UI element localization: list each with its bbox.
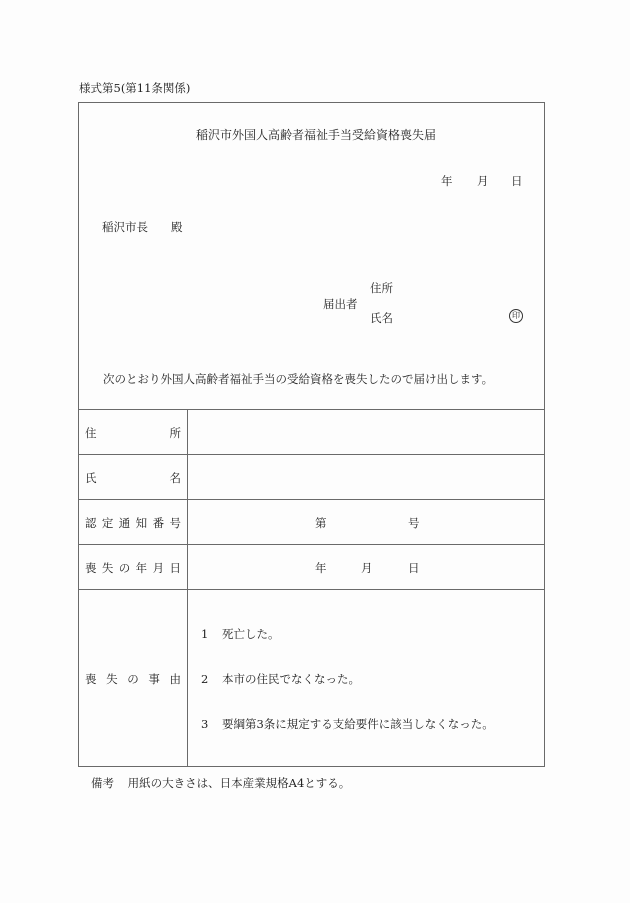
loss-date-year: 年 bbox=[315, 561, 327, 575]
label-char: 住 bbox=[85, 426, 97, 440]
note bbox=[91, 775, 350, 791]
label-char: 喪 bbox=[85, 561, 97, 575]
reason-row-label bbox=[85, 671, 181, 687]
label-char: 由 bbox=[169, 672, 181, 686]
loss-date-month: 月 bbox=[361, 561, 373, 575]
reason-option-1[interactable] bbox=[201, 626, 279, 642]
address-row-label bbox=[85, 425, 181, 441]
label-char: 喪 bbox=[85, 672, 97, 686]
form-title: 稲沢市外国人高齢者福祉手当受給資格喪失届 bbox=[196, 128, 437, 142]
applicant-label: 届出者 bbox=[323, 297, 358, 311]
header-date-year: 年 bbox=[441, 174, 453, 188]
header-date-month: 月 bbox=[477, 174, 489, 188]
note-text: 用紙の大きさは、日本産業規格A4とする。 bbox=[127, 776, 351, 790]
loss-date-row-label bbox=[85, 560, 181, 576]
address-field[interactable] bbox=[190, 412, 542, 452]
row-divider bbox=[78, 589, 545, 590]
header-date-day: 日 bbox=[511, 174, 523, 188]
label-char: 定 bbox=[101, 516, 114, 530]
label-char: 氏 bbox=[85, 471, 97, 485]
reason-text: 本市の住民でなくなった。 bbox=[221, 672, 360, 686]
addressee-name: 稲沢市長 bbox=[102, 220, 148, 234]
addressee-honorific: 殿 bbox=[171, 220, 183, 234]
row-divider bbox=[78, 544, 545, 545]
row-divider bbox=[78, 499, 545, 500]
label-char: 知 bbox=[135, 516, 148, 530]
reason-option-2[interactable] bbox=[201, 671, 360, 687]
row-divider bbox=[78, 454, 545, 455]
loss-date-day: 日 bbox=[408, 561, 420, 575]
row-divider bbox=[78, 409, 545, 410]
reason-number: 3 bbox=[201, 717, 209, 731]
statement: 次のとおり外国人高齢者福祉手当の受給資格を喪失したので届け出します。 bbox=[103, 372, 494, 386]
name-row-label bbox=[85, 470, 181, 486]
cert-number-row-label bbox=[85, 515, 181, 531]
label-char: 失 bbox=[101, 561, 114, 575]
name-field[interactable] bbox=[190, 457, 542, 497]
label-char: 通 bbox=[118, 516, 131, 530]
label-char: 月 bbox=[152, 561, 165, 575]
reason-number: 1 bbox=[201, 627, 209, 641]
note-label: 備考 bbox=[91, 776, 114, 790]
reason-option-3[interactable] bbox=[201, 716, 494, 732]
cert-number-prefix: 第 bbox=[315, 516, 327, 530]
applicant-address-label: 住所 bbox=[370, 281, 393, 295]
column-divider bbox=[187, 409, 188, 767]
reason-text: 要綱第3条に規定する支給要件に該当しなくなった。 bbox=[221, 717, 494, 731]
label-char: の bbox=[118, 561, 131, 575]
reason-text: 死亡した。 bbox=[221, 627, 280, 641]
label-char: 番 bbox=[152, 516, 165, 530]
applicant-name-label: 氏名 bbox=[370, 311, 393, 325]
seal-mark: 印 bbox=[509, 309, 523, 323]
label-char: 号 bbox=[169, 516, 181, 530]
label-char: 認 bbox=[85, 516, 97, 530]
form-number: 様式第5(第11条関係) bbox=[79, 81, 191, 95]
cert-number-suffix: 号 bbox=[408, 516, 420, 530]
label-char: 失 bbox=[106, 672, 118, 686]
label-char: 名 bbox=[169, 471, 181, 485]
reason-number: 2 bbox=[201, 672, 209, 686]
label-char: 年 bbox=[135, 561, 148, 575]
label-char: 事 bbox=[148, 672, 160, 686]
label-char: 所 bbox=[169, 426, 181, 440]
label-char: の bbox=[127, 672, 139, 686]
label-char: 日 bbox=[169, 561, 181, 575]
